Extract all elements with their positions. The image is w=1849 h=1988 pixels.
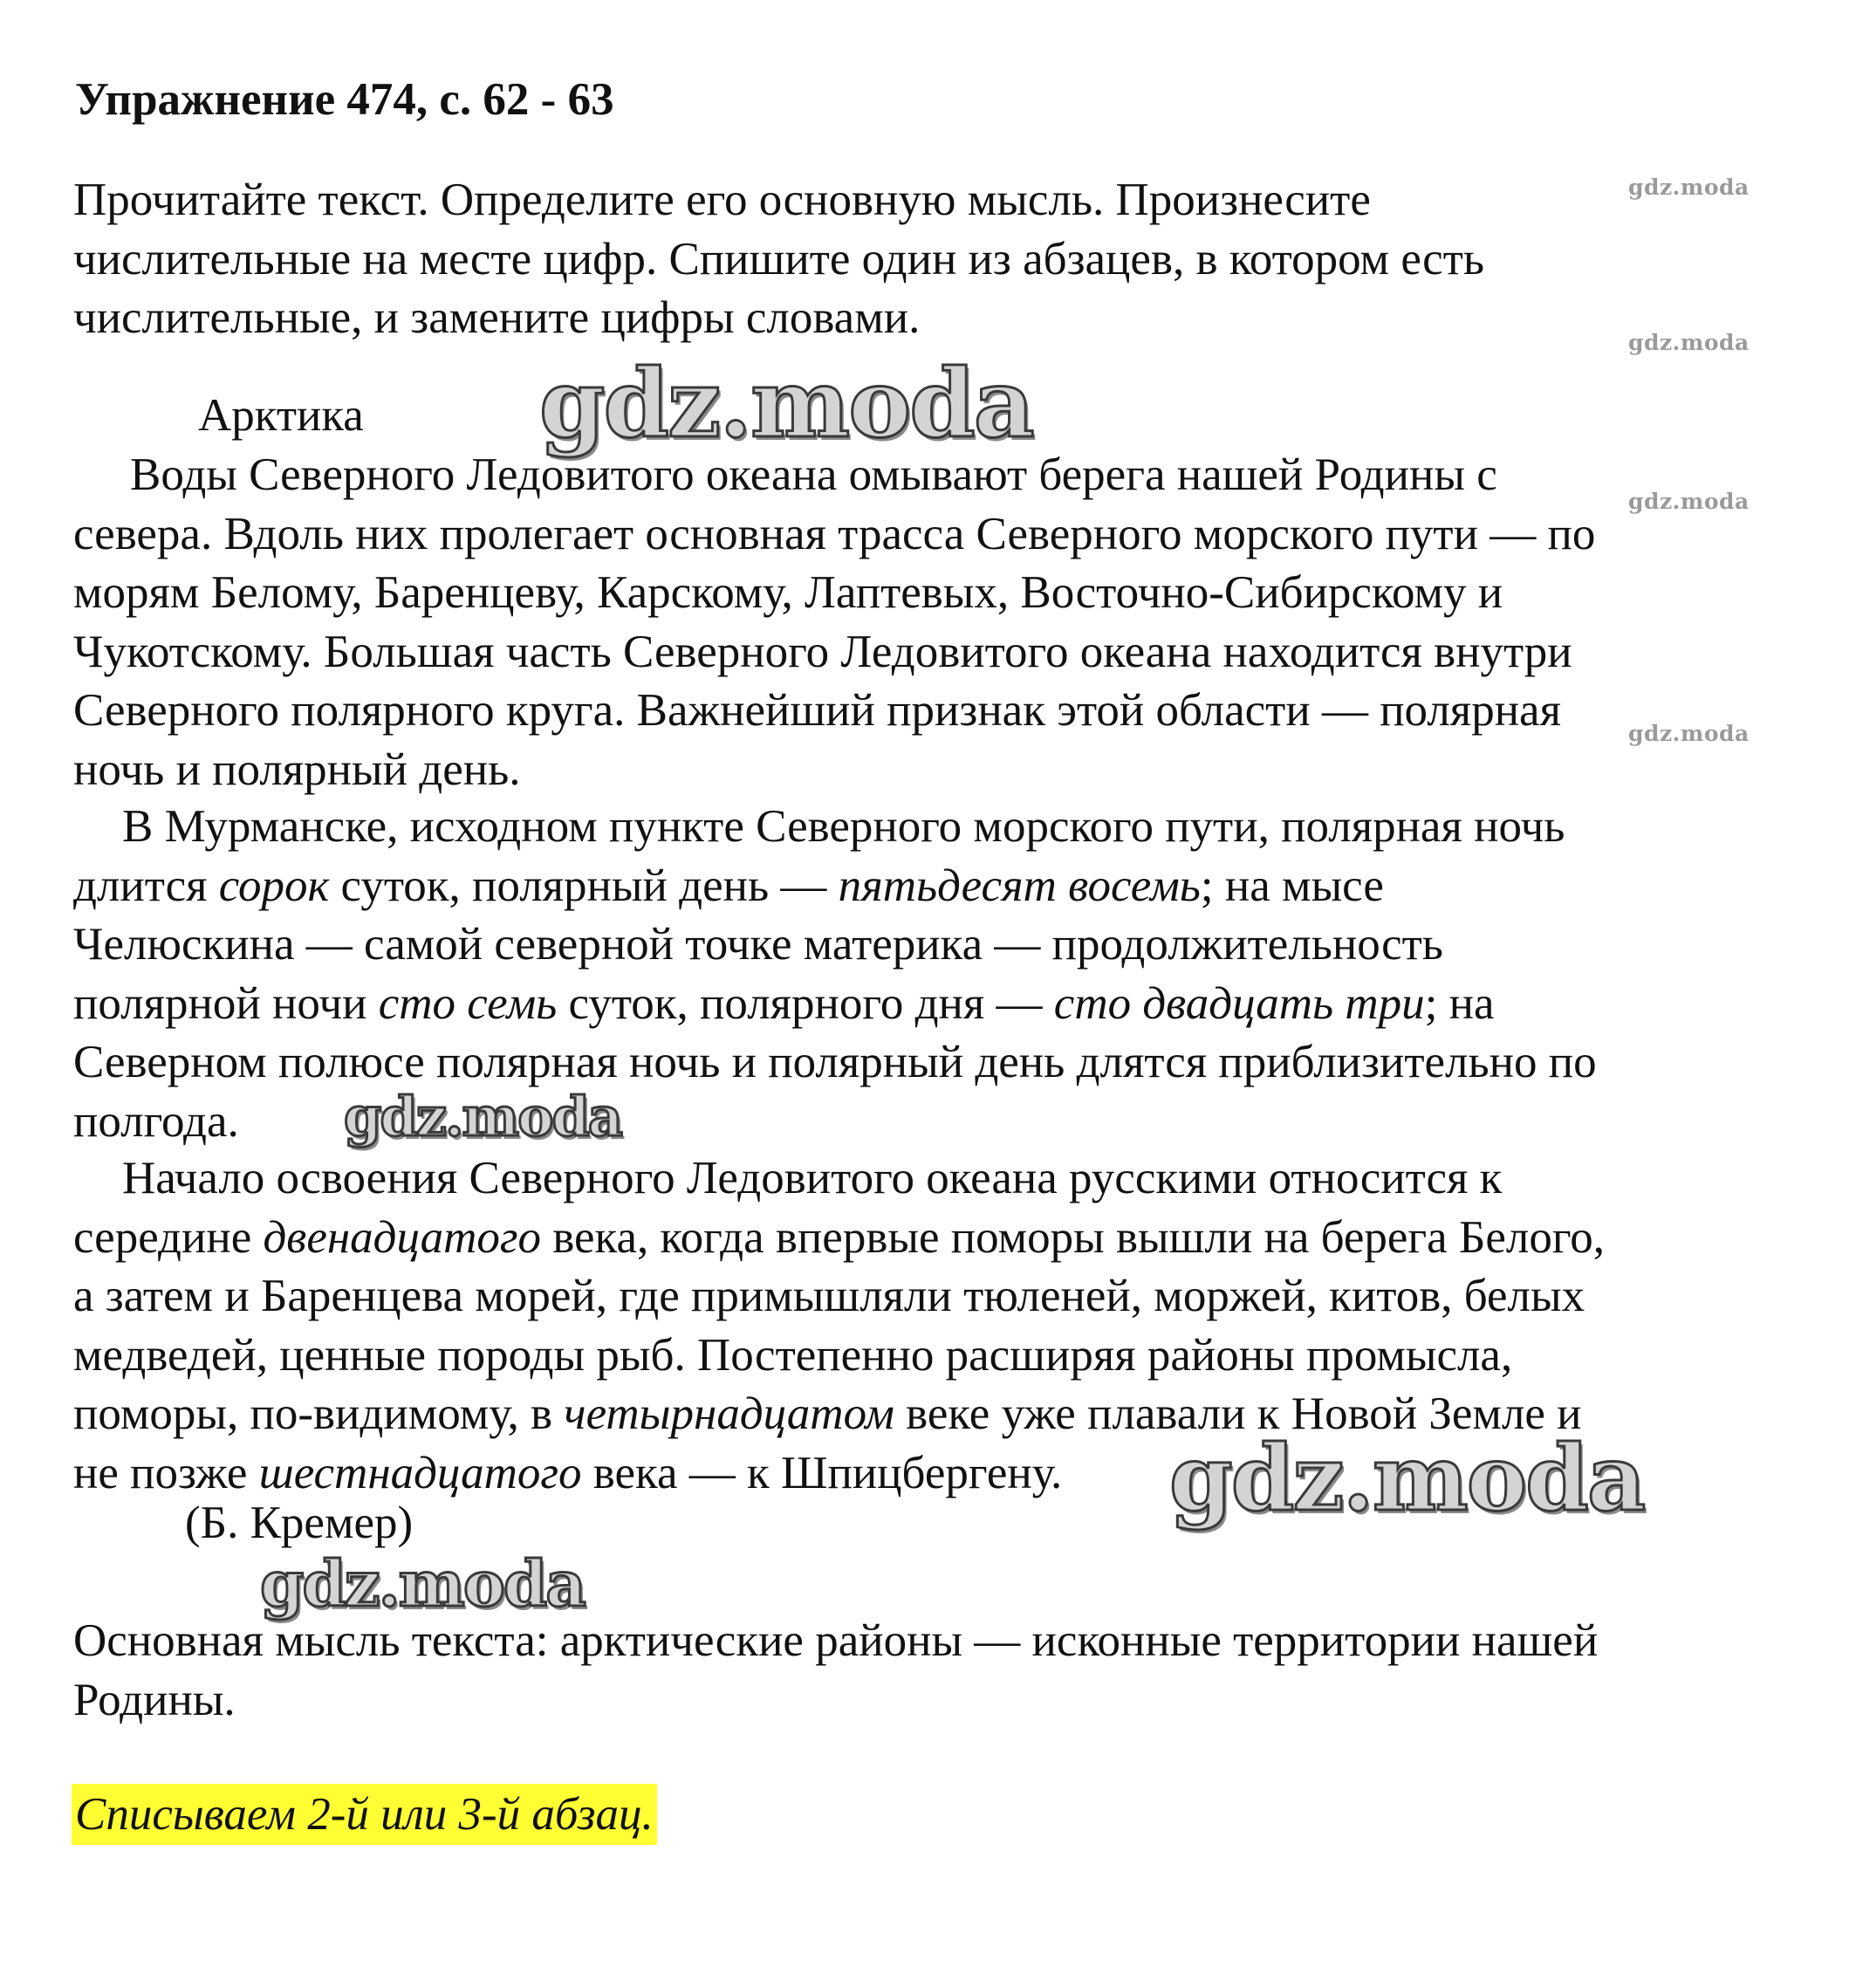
text-run: ; на мысе bbox=[1200, 860, 1384, 911]
text-run: веке уже плавали к Новой Земле и bbox=[894, 1388, 1582, 1439]
text-line: ночь и полярный день. bbox=[73, 744, 521, 795]
text-line: Основная мысль текста: арктические районы — исконные территории нашей bbox=[73, 1615, 1599, 1666]
text-line: медведей, ценные породы рыб. Постепенно расширяя районы промысла, bbox=[73, 1329, 1513, 1381]
numeral-italic: сто двадцать три bbox=[1053, 977, 1425, 1029]
exercise-title: Упражнение 474, с. 62 - 63 bbox=[75, 74, 614, 125]
numeral-italic: пятьдесят восемь bbox=[838, 860, 1201, 911]
text-line: Челюскина — самой северной точке материка — продолжительность bbox=[73, 919, 1443, 970]
numeral-italic: сорок bbox=[218, 860, 330, 911]
author-attribution: (Б. Кремер) bbox=[185, 1498, 414, 1548]
text-line: Северном полюсе полярная ночь и полярный день длятся приблизительно по bbox=[73, 1037, 1597, 1087]
text-line: севера. Вдоль них пролегает основная трасса Северного морского пути — по bbox=[73, 508, 1596, 559]
text-run: суток, полярного дня — bbox=[557, 977, 1054, 1029]
text-line: морям Белому, Баренцеву, Карскому, Лаптевых, Восточно-Сибирскому и bbox=[73, 567, 1503, 618]
text-run: середине bbox=[73, 1211, 264, 1263]
watermark: gdz.moda bbox=[344, 1085, 621, 1148]
main-idea bbox=[73, 1612, 1598, 1730]
text-line: Родины. bbox=[73, 1674, 236, 1725]
paragraph-1 bbox=[73, 446, 1595, 799]
text-run: не позже bbox=[73, 1447, 259, 1498]
text-run: ; на bbox=[1424, 977, 1495, 1029]
numeral-italic: сто семь bbox=[378, 977, 558, 1029]
text-line: Воды Северного Ледовитого океана омывают берега нашей Родины с bbox=[130, 449, 1497, 500]
text-run: века — к Шпицбергену. bbox=[581, 1447, 1063, 1498]
text-line: Начало освоения Северного Ледовитого океана русскими относится к bbox=[122, 1153, 1503, 1203]
task-line: числительные на месте цифр. Спишите один из абзацев, в котором есть bbox=[73, 233, 1485, 284]
text-line bbox=[73, 857, 1597, 916]
text-run: длится bbox=[73, 860, 219, 911]
text-run: поморы, по-видимому, в bbox=[73, 1388, 565, 1439]
text-run: века, когда впервые поморы вышли на берега Белого, bbox=[541, 1211, 1606, 1263]
watermark: gdz.moda bbox=[1628, 721, 1750, 746]
text-line: Чукотскому. Большая часть Северного Ледовитого океана находится внутри bbox=[73, 626, 1572, 677]
text-heading: Арктика bbox=[198, 390, 364, 441]
numeral-italic: четырнадцатом bbox=[564, 1388, 894, 1439]
task-line: Прочитайте текст. Определите его основную мысль. Произнесите bbox=[73, 175, 1371, 225]
text-line: Северного полярного круга. Важнейший признак этой области — полярная bbox=[73, 685, 1561, 736]
text-run: полярной ночи bbox=[73, 977, 379, 1029]
watermark: gdz.moda bbox=[1628, 330, 1750, 355]
text-line bbox=[73, 1209, 1605, 1268]
text-run: суток, полярный день — bbox=[329, 860, 839, 911]
text-line: полгода. bbox=[73, 1095, 239, 1147]
task-line: числительные, и замените цифры словами. bbox=[73, 292, 921, 343]
watermark: gdz.moda bbox=[539, 349, 1033, 459]
text-line bbox=[73, 975, 1597, 1034]
watermark: gdz.moda bbox=[1628, 175, 1750, 200]
watermark: gdz.moda bbox=[260, 1546, 585, 1621]
text-line: а затем и Баренцева морей, где примышляли тюленей, моржей, китов, белых bbox=[73, 1271, 1585, 1321]
watermark: gdz.moda bbox=[1628, 489, 1750, 514]
highlighted-note: Списываем 2-й или 3-й абзац. bbox=[72, 1784, 657, 1845]
numeral-italic: шестнадцатого bbox=[258, 1447, 582, 1498]
text-line: В Мурманске, исходном пункте Северного морского пути, полярная ночь bbox=[122, 801, 1565, 852]
watermark: gdz.moda bbox=[1169, 1424, 1645, 1532]
numeral-italic: двенадцатого bbox=[263, 1211, 542, 1263]
paragraph-2 bbox=[73, 798, 1597, 1151]
task-instructions bbox=[73, 171, 1484, 348]
